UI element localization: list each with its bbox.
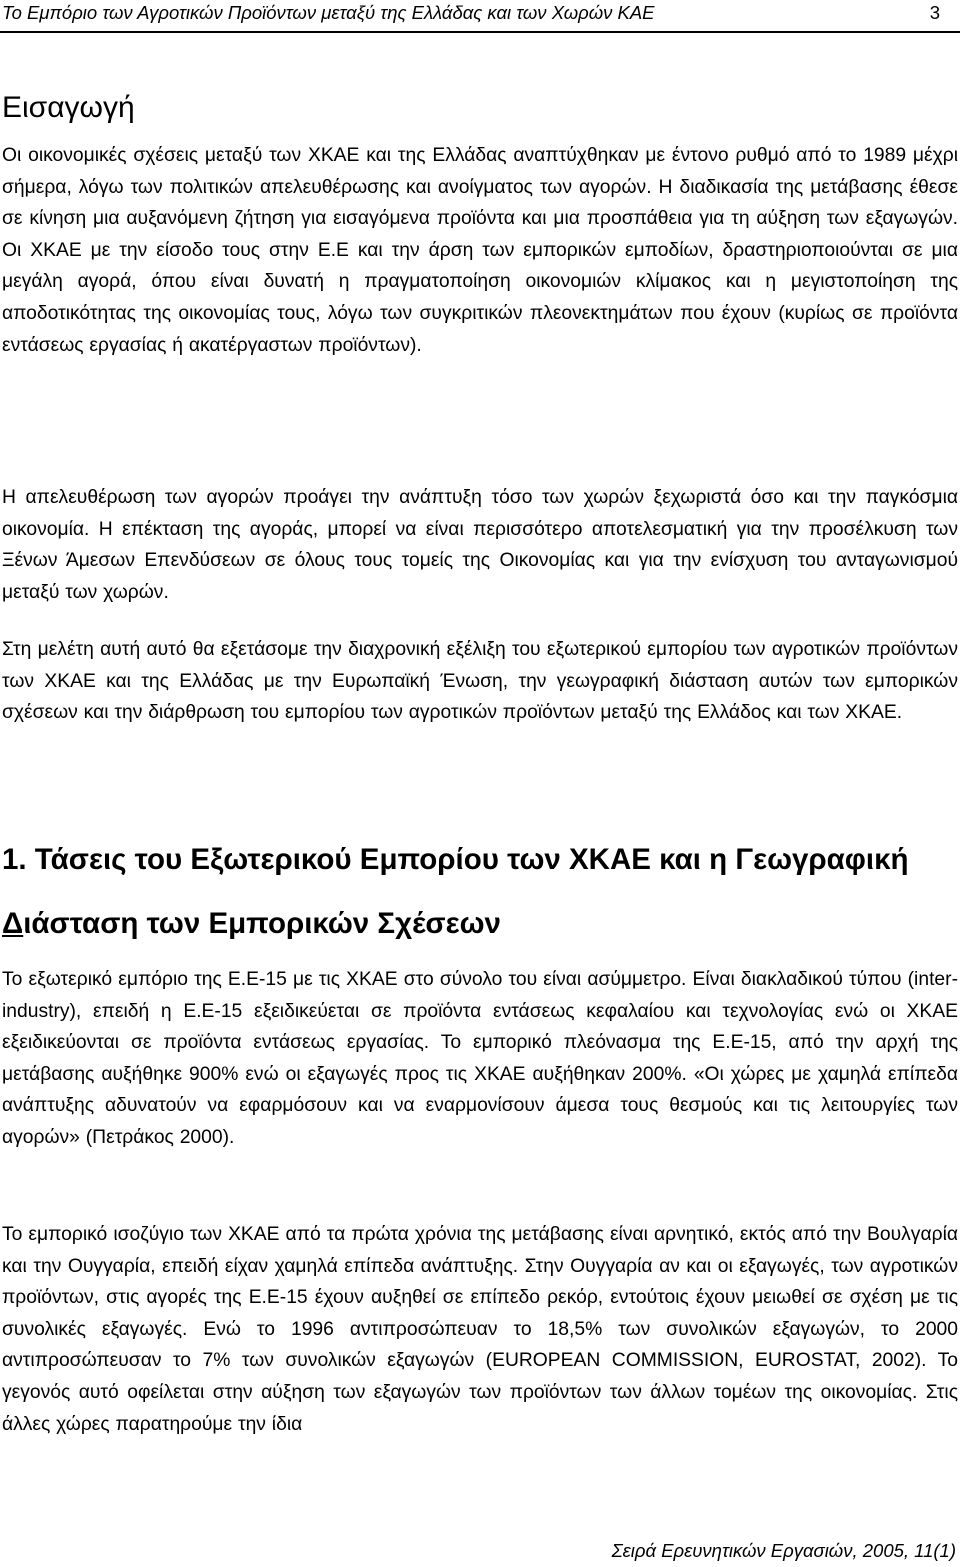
running-header [2,2,940,24]
running-footer: Σειρά Ερευνητικών Εργασιών, 2005, 11(1) [611,1540,956,1561]
page-number: 3 [929,2,940,23]
section-1-paragraph-2: Το εμπορικό ισοζύγιο των ΧΚΑΕ από τα πρώτα χρόνια της μετάβασης είναι αρνητικό, εκτός από την Βουλγαρία και την Ουγγαρία, επειδή είχαν χαμηλά επίπεδα ανάπτυξης. Στην Ουγγαρία αν και οι εξαγωγές, των αγροτικών προϊόντων, στις αγορές της Ε.Ε-15 έχουν αυξηθεί σε επίπεδο ρεκόρ, εντούτοις έχουν μειωθεί σε σχέση με τις συνολικές εξαγωγές. Ενώ το 1996 αντιπροσώπευαν το 18,5% των συνολικών εξαγωγών, το 2000 αντιπροσώπευσαν το 7% των συνολικών εξαγωγών (EUROPEAN COMMISSION, EUROSTAT, 2002). Το γεγονός αυτό οφείλεται στην αύξηση των εξαγωγών των προϊόντων των άλλων τομέων της οικονομίας. Στις άλλες χώρες παρατηρούμε την ίδια [2,1224,958,1435]
header-rule [0,31,960,33]
header-title: Το Εμπόριο των Αγροτικών Προϊόντων μεταξύ της Ελλάδας και των Χωρών ΚΑΕ [2,2,655,23]
section-1-paragraph-1: Το εξωτερικό εμπόριο της Ε.Ε-15 με τις ΧΚΑΕ στο σύνολο του είναι ασύμμετρο. Είναι διακλαδικού τύπου (inter-industry), επειδή η Ε.Ε-15 εξειδικεύεται σε προϊόντα εντάσεως κεφαλαίου και τεχνολογίας ενώ οι ΧΚΑΕ εξειδικεύονται σε προϊόντα εντάσεως εργασίας. Το εμπορικό πλεόνασμα της Ε.Ε-15, από την αρχή της μετάβασης αυξήθηκε 900% ενώ οι εξαγωγές προς τις ΧΚΑΕ αυξήθηκαν 200%. «Οι χώρες με χαμηλά επίπεδα ανάπτυξης αδυνατούν να εφαρμόσουν και να εναρμονίσουν άμεσα τους θεσμούς και τις λειτουργίες των αγορών» (Πετράκος 2000). [2,969,958,1148]
section-1-heading-start: 1. Τάσεις του Εξωτερικού Εμπορίου των ΧΚΑΕ και η Γεωγραφική [2,843,909,876]
intro-paragraph-3: Στη μελέτη αυτή αυτό θα εξετάσομε την διαχρονική εξέλιξη του εξωτερικού εμπορίου των αγροτικών προϊόντων των ΧΚΑΕ και της Ελλάδας με την Ευρωπαϊκή Ένωση, την γεωγραφική διάσταση αυτών των εμπορικών σχέσεων και την διάρθρωση του εμπορίου των αγροτικών προϊόντων μεταξύ της Ελλάδος και των ΧΚΑΕ. [2,639,958,724]
section-1-heading-underlined-letter: Δ [2,907,24,940]
section-1-heading-end: ιάσταση των Εμπορικών Σχέσεων [23,907,501,940]
intro-paragraph-2: Η απελευθέρωση των αγορών προάγει την ανάπτυξη τόσο των χωρών ξεχωριστά όσο και την παγκόσμια οικονομία. Η επέκταση της αγοράς, μπορεί να είναι περισσότερο αποτελεσματική για την προσέλκυση των Ξένων Άμεσων Επενδύσεων σε όλους τους τομείς της Οικονομίας και για την ενίσχυση του ανταγωνισμού μεταξύ των χωρών. [2,487,958,603]
intro-paragraph-1: Οι οικονομικές σχέσεις μεταξύ των ΧΚΑΕ και της Ελλάδας αναπτύχθηκαν με έντονο ρυθμό από το 1989 μέχρι σήμερα, λόγω των πολιτικών απελευθέρωσης και ανοίγματος των αγορών. Η διαδικασία της μετάβασης έθεσε σε κίνηση μια αυξανόμενη ζήτηση για εισαγόμενα προϊόντα και μια προσπάθεια για τη αύξηση των εξαγωγών. Οι ΧΚΑΕ με την είσοδο τους στην Ε.Ε και την άρση των εμπορικών εμποδίων, δραστηριοποιούνται σε μια μεγάλη αγορά, όπου είναι δυνατή η πραγματοποίηση οικονομιών κλίμακος και η μεγιστοποίηση της αποδοτικότητας της οικονομίας τους, λόγω των συγκριτικών πλεονεκτημάτων που έχουν (κυρίως σε προϊόντα εντάσεως εργασίας ή ακατέργαστων προϊόντων). [2,145,958,356]
intro-heading: Εισαγωγή [2,91,135,124]
section-1-heading [2,828,958,956]
